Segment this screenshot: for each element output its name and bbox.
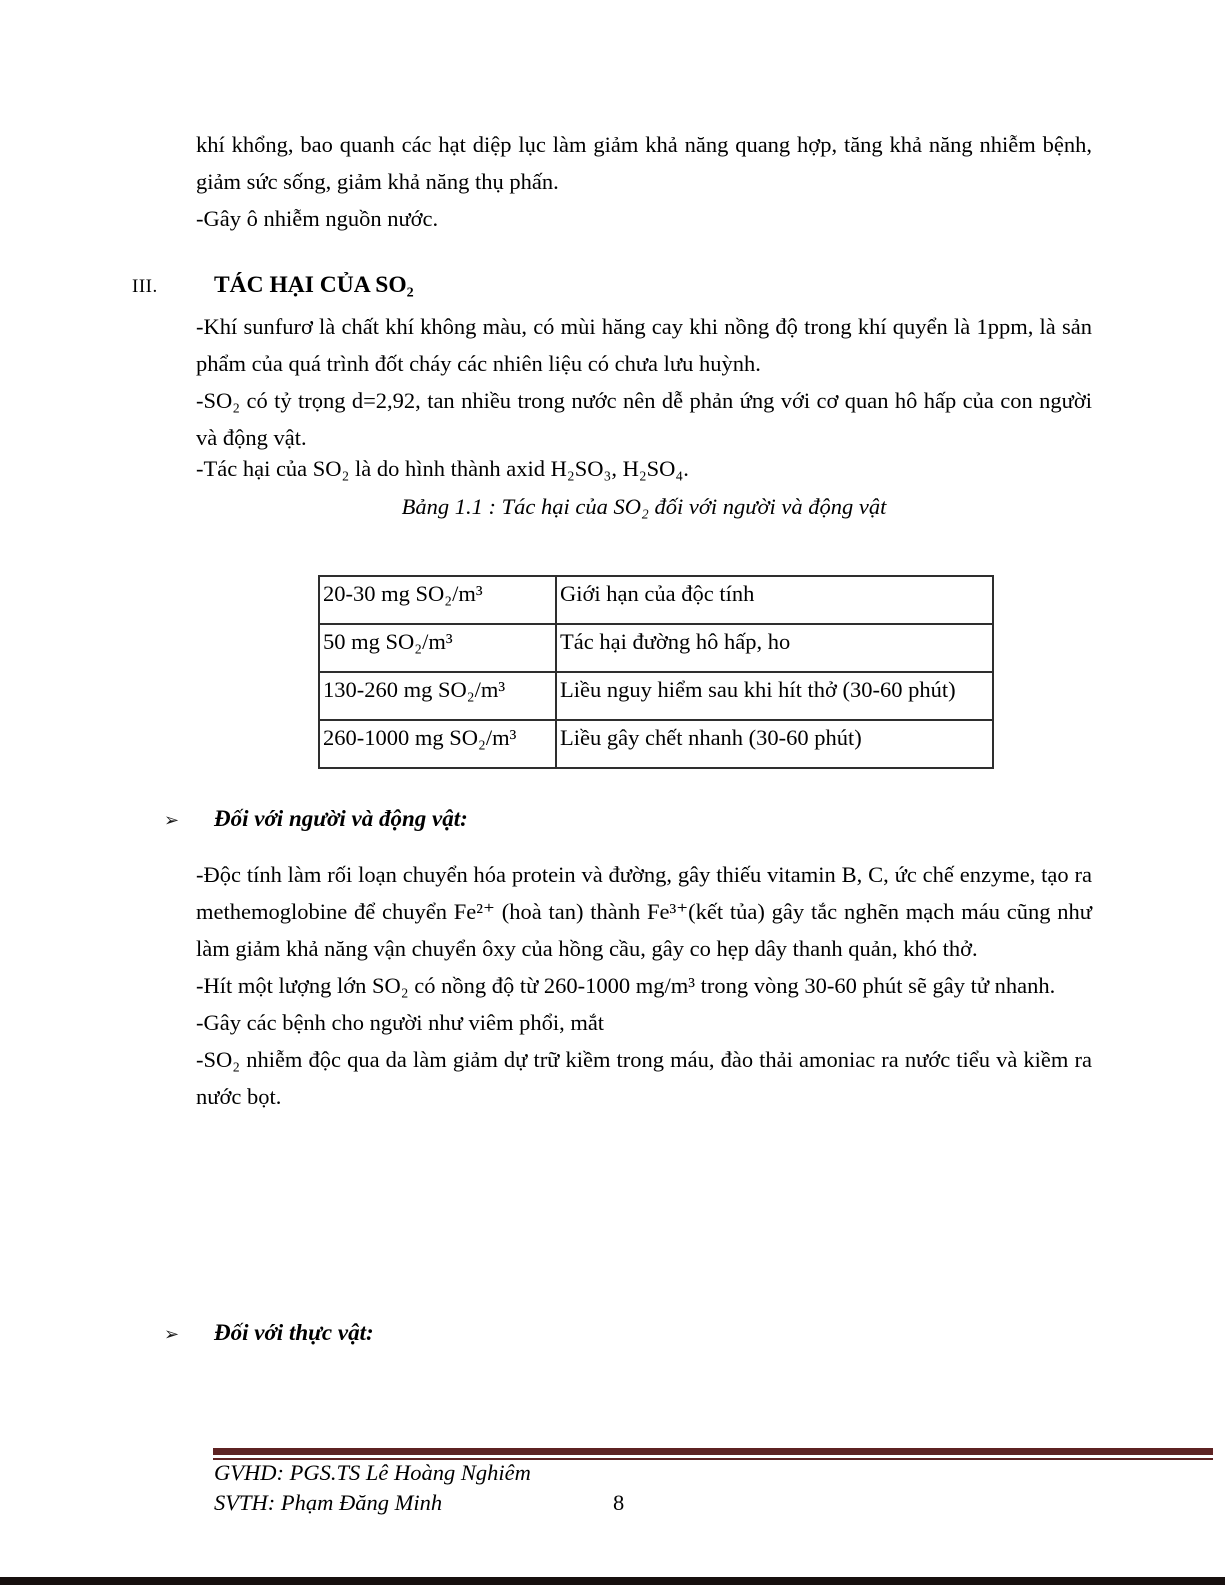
table-caption: Bảng 1.1 : Tác hại của SO₂ đối với người và động vật <box>401 494 887 519</box>
acid-paragraph-block <box>196 450 1092 487</box>
effect-cell: Tác hại đường hô hấp, ho <box>556 624 993 672</box>
bullet-humans-animals <box>164 806 468 832</box>
human-effects-paragraphs <box>196 856 1092 1115</box>
sunfuro-paragraph: -Khí sunfurơ là chất khí không màu, có mùi hăng cay khi nồng độ trong khí quyển là 1ppm, là sản phẩm của quá trình đốt cháy các nhiên liệu có chưa lưu huỳnh. <box>196 314 1092 376</box>
arrow-bullet-icon: ➢ <box>164 810 180 831</box>
dose-cell: 50 mg SO₂/m³ <box>319 624 556 672</box>
toxicity-paragraph: -Độc tính làm rối loạn chuyển hóa protein và đường, gây thiếu vitamin B, C, ức chế enzyme, tạo ra methemoglobine để chuyển Fe²⁺ (hoà tan) thành Fe³⁺(kết tủa) gây tắc nghẽn mạch máu cũng như làm giảm khả năng vận chuyển ôxy của hồng cầu, gây co hẹp dây thanh quản, khó thở. <box>196 862 1092 961</box>
density-paragraph: -SO₂ có tỷ trọng d=2,92, tan nhiều trong nước nên dễ phản ứng với cơ quan hô hấp của con người và động vật. <box>196 388 1092 450</box>
acid-paragraph: -Tác hại của SO₂ là do hình thành axid H₂SO₃, H₂SO₄. <box>196 456 689 481</box>
footer-gvhd: GVHD: PGS.TS Lê Hoàng Nghiêm <box>214 1460 531 1485</box>
section-number: III. <box>132 276 158 297</box>
bullet-label: Đối với thực vật: <box>214 1320 374 1345</box>
skin-absorption-paragraph: -SO₂ nhiễm độc qua da làm giảm dự trữ kiềm trong máu, đào thải amoniac ra nước tiểu và kiềm ra nước bọt. <box>196 1047 1092 1109</box>
table-row <box>319 720 993 768</box>
water-pollution-line: -Gây ô nhiễm nguồn nước. <box>196 206 439 231</box>
inhalation-paragraph: -Hít một lượng lớn SO₂ có nồng độ từ 260-1000 mg/m³ trong vòng 30-60 phút sẽ gây tử nhanh. <box>196 973 1056 998</box>
footer-svth: SVTH: Phạm Đăng Minh <box>214 1490 443 1515</box>
effect-cell: Giới hạn của độc tính <box>556 576 993 624</box>
table-row <box>319 576 993 624</box>
disease-paragraph: -Gây các bệnh cho người như viêm phổi, mắt <box>196 1010 605 1035</box>
dose-cell: 20-30 mg SO₂/m³ <box>319 576 556 624</box>
table-row <box>319 672 993 720</box>
bullet-plants <box>164 1320 374 1346</box>
footer-divider-thick-line <box>213 1448 1213 1455</box>
bullet-label: Đối với người và động vật: <box>214 806 468 831</box>
page-number: 8 <box>613 1490 625 1515</box>
effect-cell: Liều gây chết nhanh (30-60 phút) <box>556 720 993 768</box>
table-row <box>319 624 993 672</box>
bottom-edge-bar <box>0 1577 1225 1585</box>
section-title: TÁC HẠI CỦA SO₂ <box>214 272 414 298</box>
dose-cell: 130-260 mg SO₂/m³ <box>319 672 556 720</box>
so2-description-paragraphs <box>196 308 1092 456</box>
intro-paragraph: khí khổng, bao quanh các hạt diệp lục làm giảm khả năng quang hợp, tăng khả năng nhiễm bệnh, giảm sức sống, giảm khả năng thụ phấn. <box>196 132 1092 194</box>
arrow-bullet-icon: ➢ <box>164 1324 180 1345</box>
dose-cell: 260-1000 mg SO₂/m³ <box>319 720 556 768</box>
intro-paragraphs <box>196 126 1092 237</box>
section-heading <box>132 272 1092 299</box>
effect-cell: Liều nguy hiểm sau khi hít thở (30-60 phút) <box>556 672 993 720</box>
so2-harm-table <box>318 575 994 769</box>
